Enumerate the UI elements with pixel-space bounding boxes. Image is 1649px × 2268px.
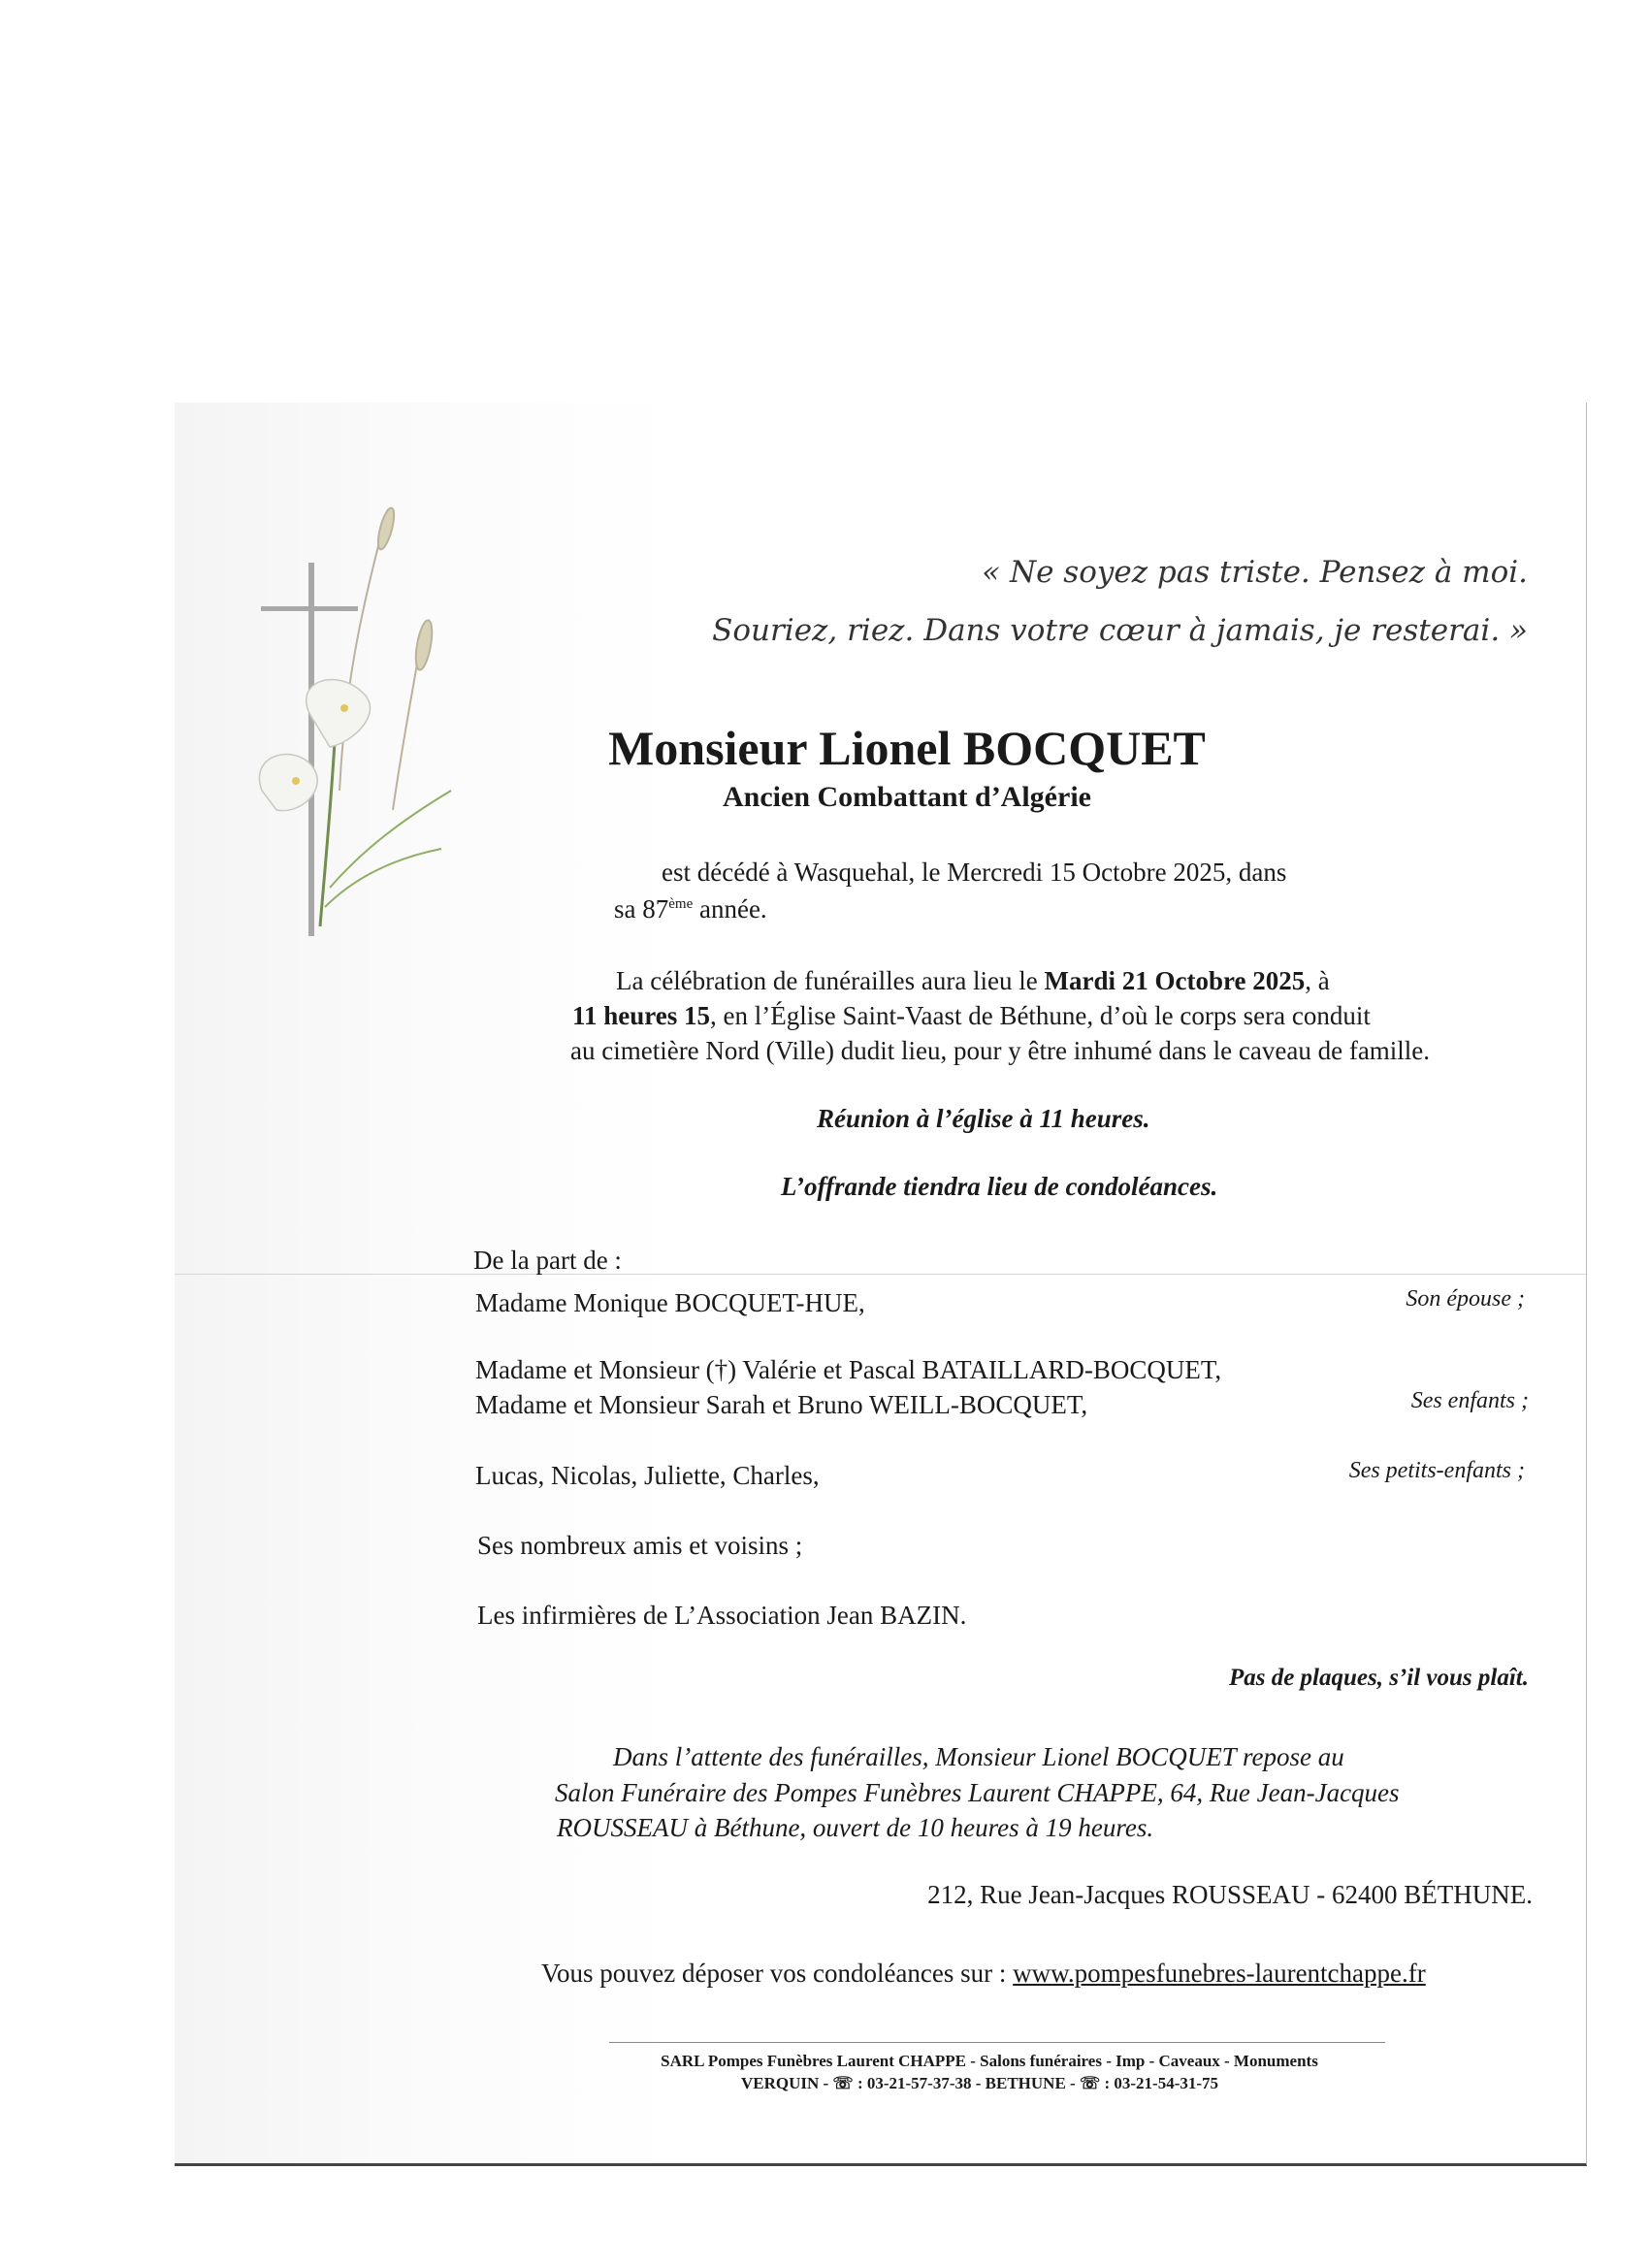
no-plaques-note: Pas de plaques, s’il vous plaît. [1228, 1665, 1529, 1691]
cross-and-lily-illustration [247, 500, 470, 936]
family-spouse-line: Madame Monique BOCQUET-HUE, [475, 1288, 865, 1317]
offering-note: L’offrande tiendra lieu de condoléances. [781, 1172, 1218, 1201]
death-line-1: est décédé à Wasquehal, le Mercredi 15 Octobre 2025, dans [662, 858, 1287, 887]
address-line: 212, Rue Jean-Jacques ROUSSEAU - 62400 BÉTHUNE. [927, 1880, 1533, 1909]
meeting-note: Réunion à l’église à 11 heures. [817, 1104, 1150, 1133]
family-friends-line: Ses nombreux amis et voisins ; [477, 1531, 803, 1560]
family-children-line-2: Madame et Monsieur Sarah et Bruno WEILL-BOCQUET, [475, 1390, 1088, 1419]
deceased-title: Ancien Combattant d’Algérie [723, 781, 1091, 813]
footer-divider [609, 2042, 1385, 2043]
family-grandchildren-role: Ses petits-enfants ; [1348, 1458, 1525, 1483]
deceased-name: Monsieur Lionel BOCQUET [608, 721, 1206, 775]
epigraph-line-1: « Ne soyez pas triste. Pensez à moi. [982, 555, 1528, 590]
condolences-link[interactable]: www.pompesfunebres-laurentchappe.fr [1013, 1959, 1426, 1988]
ceremony-line-3: au cimetière Nord (Ville) dudit lieu, pour y être inhumé dans le caveau de famille. [570, 1036, 1431, 1065]
footer-line-2: VERQUIN - ☏ : 03-21-57-37-38 - BETHUNE - ☏ : 03-21-54-31-75 [740, 2074, 1219, 2092]
family-children-role: Ses enfants ; [1410, 1388, 1529, 1413]
fold-line [175, 1274, 1586, 1275]
family-nurses-line: Les infirmières de L’Association Jean BAZIN. [477, 1601, 967, 1630]
repose-line-3: ROUSSEAU à Béthune, ouvert de 10 heures à 19 heures. [557, 1813, 1154, 1842]
death-line-2: sa 87ème année. [614, 894, 767, 923]
repose-line-1: Dans l’attente des funérailles, Monsieur Lionel BOCQUET repose au [613, 1742, 1344, 1771]
epigraph-line-2: Souriez, riez. Dans votre cœur à jamais, je resterai. » [712, 613, 1528, 648]
from-label: De la part de : [473, 1246, 622, 1275]
family-spouse-role: Son épouse ; [1406, 1286, 1525, 1312]
ceremony-line-2: 11 heures 15, en l’Église Saint-Vaast de Béthune, d’où le corps sera conduit [572, 1001, 1371, 1030]
condolences-line [541, 1959, 1426, 1989]
family-children-line-1: Madame et Monsieur (†) Valérie et Pascal BATAILLARD-BOCQUET, [475, 1355, 1222, 1384]
ceremony-line-1: La célébration de funérailles aura lieu le Mardi 21 Octobre 2025, à [616, 966, 1330, 995]
footer-line-1: SARL Pompes Funèbres Laurent CHAPPE - Salons funéraires - Imp - Caveaux - Monuments [661, 2052, 1318, 2070]
repose-line-2: Salon Funéraire des Pompes Funèbres Laurent CHAPPE, 64, Rue Jean-Jacques [555, 1778, 1400, 1807]
condolences-prefix: Vous pouvez déposer vos condoléances sur : [541, 1959, 1014, 1988]
family-grandchildren-line: Lucas, Nicolas, Juliette, Charles, [475, 1461, 820, 1490]
